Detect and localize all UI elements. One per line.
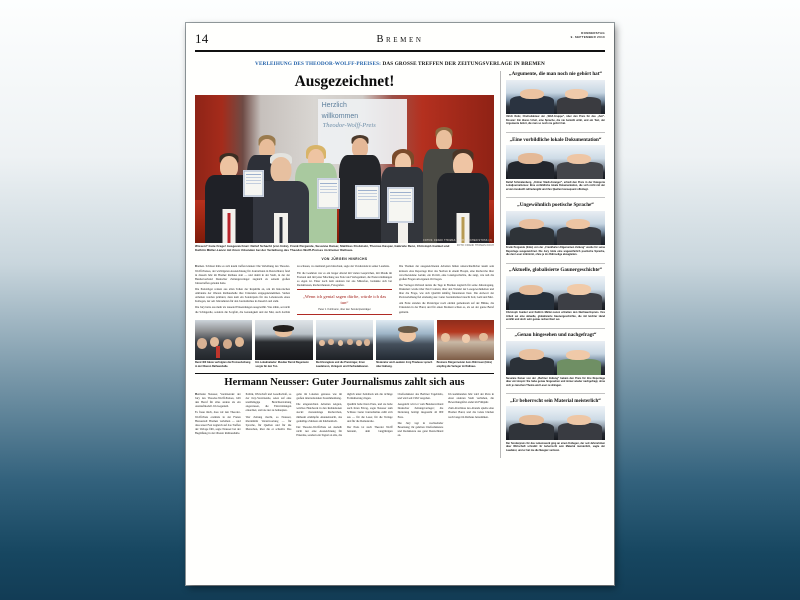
- paragraph: Bremen. Schöner hätte es sich kaum treffen können: Die Verleihung des Theodor-Wolff-Preises, der wichtigsten Auszeichnung für Journalisten in Deutschland, fand in diesem Jahr im Bremer Rathaus statt — und damit in der Stadt, in der der Bundesverband Deutscher Zeitungsverleger zugleich zu seinem großen Jahrestreffen geladen hatte.: [195, 264, 290, 285]
- paragraph: Zum Abschluss des Abends spielte eine Bremer Band, und die Gäste blieben noch lange im Rathaus beisammen.: [448, 406, 494, 419]
- newspaper-page: [186, 23, 614, 585]
- pull-quote-attribution: Peter J. Kuhlmann, über den Sonderpreisträger: [318, 307, 371, 311]
- strip-caption: Ein Lokalmatador: Musiker Bernd Begemann sorgte für den Ton.: [255, 361, 309, 368]
- rail-item: [506, 71, 605, 126]
- paragraph: Die Themen der ausgezeichneten Arbeiten hätten unterschiedlicher kaum sein können: eine Reportage über das Sterben in einem Hospiz, eine Recherche über verschwundene Gelder, ein Porträt, eine Lokalgeschichte, die zeigt, wie nah die großen Fragen am eigenen Ort liegen.: [399, 264, 494, 281]
- rail-divider: [506, 393, 605, 394]
- masthead-rule: [195, 50, 605, 52]
- right-rail: [500, 71, 605, 458]
- rail-item: [506, 137, 605, 192]
- paragraph: Am Ende standen die Preisträger noch einmal gemeinsam auf der Bühne, die Urkunden in der Hand, und für einen Moment schien es, als sei der ganze Beruf gemeint.: [399, 301, 494, 314]
- caption-credit: FOTO: FRANK THOMAS KOCH: [456, 244, 494, 248]
- rail-divider: [506, 328, 605, 329]
- strip-photo-moderator: [376, 320, 433, 360]
- paragraph: Der Theodor-Wolff-Preis sei deshalb nicht nur eine Auszeichnung für Einzelne, sondern ein Signal an alle, die täglich unter Zeitdruck um die richtige Formulierung ringen.: [296, 392, 393, 438]
- person-figure: [253, 151, 309, 243]
- rail-divider: [506, 263, 605, 264]
- rail-photo: [506, 211, 605, 245]
- pull-quote: [297, 289, 392, 315]
- rail-item: [506, 267, 605, 322]
- strip-photo-mayor: [437, 320, 494, 360]
- certificate: [387, 187, 414, 223]
- paragraph: Die eingereichten Arbeiten zeigten, welches Handwerk in den Redaktionen steckt: monatelange Recherchen, mühsam erkämpfte Akteneinsicht, das geduldige Zuhören am Küchentisch.: [296, 402, 342, 423]
- main-headline: Ausgezeichnet!: [294, 73, 395, 91]
- paragraph: Wer Zeitung macht, so Neusser, übernimmt Verantwortung — für Sprache, für Quellen und für die Menschen, über die er schreibt. Das gelte im Lokalen genauso wie im großen internationalen Zusammenhang.: [245, 392, 342, 431]
- article-separator: [195, 373, 494, 374]
- kicker: [195, 61, 605, 67]
- rail-quote: „Genau hingesehen und nachgefragt“: [514, 332, 597, 339]
- paragraph: Im kommenden Jahr wird der Preis in einer anderen Stadt verliehen, die Bewerbungsfrist endet im Frühjahr.: [448, 392, 494, 405]
- masthead: [195, 30, 605, 52]
- rail-caption: Detlef Schmalenberg, „Kölner Stadt-Anzeiger“, erhielt den Preis in der Kategorie Lokaljournalismus: Eine vorbildliche lokale Dokumentation, die sich nicht mit der ersten Auskunft zufriedengibt und ihre Quellen konsequent offenlegt.: [506, 180, 605, 191]
- dateline-date: 9. SEPTEMBER 2010: [570, 35, 605, 40]
- pull-quote-text: „Wenn ich genial sagen dürfte, würde ich das tun“: [302, 294, 387, 305]
- strip-caption: Moderator und Laudator Jörg Thadeusz sprach über Haltung.: [376, 361, 433, 368]
- rail-photo: [506, 276, 605, 310]
- strip-photo-group: [316, 320, 373, 360]
- strip-photo-audience: [195, 320, 252, 360]
- lead-photo-caption: [195, 244, 494, 252]
- lead-photo: [195, 95, 494, 243]
- bottom-headline: Hermann Neusser: Guter Journalismus zahlt sich aus: [224, 377, 465, 389]
- rail-item: [506, 202, 605, 257]
- main-column: [195, 71, 494, 458]
- paragraph: Hermann Neusser, Vorsitzender der Jury des Theodor-Wolff-Preises, hält den Beruf für alles andere als ein Auslaufmodell. Im Gegenteil.: [195, 392, 241, 409]
- kicker-highlight: VERLEIHUNG DES THEODOR-WOLFF-PREISES:: [255, 61, 381, 67]
- rail-caption: Der Sonderpreis für das Lebenswerk ging an einen Kollegen, der seit Jahrzehnten über Wirtschaft schreibt: Er beherrscht sein Material meisterlich, sagte der Laudator, und er hat nie die Neugier verloren.: [506, 441, 605, 452]
- banner-line-3: Theodor-Wolff-Preis: [322, 122, 376, 130]
- paragraph: Es freue mich, dass wir den Theodor-Wolff-Preis erstmals in der Freien Hansestadt Bremen verleihen — und dass unser Fest zugleich auf das Treffen der Verlage fällt, sagte Neusser bei der Begrüßung in der Oberen Rathaushalle.: [195, 410, 241, 436]
- paragraph: Ausgelobt wird er vom Bundesverband Deutscher Zeitungsverleger; die Dotierung beträgt insgesamt 42 000 Euro.: [397, 402, 444, 419]
- main-article-body: [195, 264, 494, 315]
- rail-caption: Ulrich Reitz, Chefredakteur der „WAZ-Gruppe“, über den Preis für das „Zeit“-Dossier: Ein klares Urteil, eine Sprache, die nie bemüht wirkt, und ein Text, der Argumente liefert, die man so noch nie gehört hat.: [506, 115, 605, 126]
- paragraph: Die Jury tagt in wechselnder Besetzung; ihr gehören Chefredakteure und Redakteure aus ganz Deutschland an.: [397, 420, 444, 438]
- rail-item: [506, 398, 605, 453]
- rail-caption: Susanne Kaiser von der „Berliner Zeitung“ bekam den Preis für ihre Reportage über ein Hospiz: Sie habe genau hingesehen und immer wieder nachgefragt, ohne sich je zwischen Thema und Leser zu drängen.: [506, 376, 605, 387]
- strip-cell: [255, 320, 312, 368]
- paragraph: Die Preisträger reisten aus allen Teilen der Republik an, um im historischen Ambiente der Oberen Rathaushalle ihre Urkunden entgegenzunehmen. Sieben Arbeiten wurden prämiert, dazu kam ein Sonderpreis für das Lebenswerk eines Kollegen, der seit Jahrzehnten für den Journalismus in diesem Land steht.: [195, 287, 290, 304]
- dateline: [571, 31, 605, 39]
- paragraph: Der Preis ist nach Theodor Wolff benannt, dem langjährigen Chefredakteur des Berliner Tageblatts, und wird seit 1962 vergeben.: [346, 392, 444, 433]
- kicker-rest: DAS GROSSE TREFFEN DER ZEITUNGSVERLAGE IN BREMEN: [382, 61, 545, 67]
- rail-item: [506, 332, 605, 387]
- section-title: Bremen: [376, 34, 424, 45]
- person-figure: [437, 145, 489, 243]
- page-grid: [195, 71, 605, 458]
- caption-text: Wissen? Gute Frage! Ausgezeichnet: Detlef Schacht (von links), Frank Pergande, Susanne Kaiser, Matthias Drobinski, Thomas Kaspar, Gabriele Renz, Christoph Gunkel und Kathrin Müller-Lancé mit ihren Urkunden bei der Verleihung des Theodor-Wolff-Preises im Bremer Rathaus.: [195, 244, 450, 253]
- paragraph: Der Verleger-Verband nutzte die Tage in Bremen zugleich für seine Jahrestagung. Diskutiert wurde über Paid Content, über den Wandel der Lesegewohnheiten und über die Frage, wie sich Qualität künftig finanzieren lässt. Die Antwort der Preisverleihung fiel eindeutig aus: Guter Journalismus braucht Zeit, Geld und Mut.: [399, 282, 494, 300]
- rail-quote: „Eine vorbildliche lokale Dokumentation“: [509, 136, 602, 143]
- banner-line-2: willkommen: [321, 113, 359, 121]
- photo-credit: FOTOS: FRANK THOMAS KOCH / JOCHEN STOSS (2): [423, 238, 492, 242]
- strip-cell: [437, 320, 494, 368]
- rail-photo: [506, 80, 605, 114]
- rail-quote: „Er beherrscht sein Material meisterlich“: [510, 397, 601, 404]
- paragraph: Die Jury hatte aus mehr als tausend Einsendungen ausgewählt. Was zähle, sei nicht die Schlagzeile, sondern die Sorgfalt, die Genauigkeit und der Mut, auch dorthin zu schauen, wo niemand gern hinschaut, sagte der Vorsitzende in seiner Laudatio.: [195, 264, 390, 314]
- rail-photo: [506, 406, 605, 440]
- strip-caption: Die Ehrengäste und die Preisträger, ihren Laudatoren, Verlegern und Chefredakteuren.: [315, 361, 369, 368]
- banner-line-1: Herzlich: [321, 101, 347, 109]
- rail-photo: [506, 145, 605, 179]
- rail-photo: [506, 341, 605, 375]
- certificate: [243, 170, 264, 197]
- certificate: [355, 185, 380, 219]
- rail-divider: [506, 197, 605, 198]
- strip-photo-musician: [255, 320, 312, 360]
- bottom-article-body: [195, 392, 494, 437]
- dateline-day: DONNERSTAG: [581, 31, 605, 35]
- rail-caption: Christoph Gunkel und Kathrin Müller-Lancé erhielten den Nachwuchspreis. Ihre Arbeit sei eine aktuelle, globalisierte Gaunergeschichte, die mit leichter Hand erzählt und doch sehr genau recherchiert sei.: [506, 311, 605, 322]
- paragraph: Qualität habe ihren Preis, und sie habe auch ihren Ertrag, sagte Neusser zum Schluss: Guter Journalismus zahlt sich aus — für die Leser, für die Verlage und für die Demokratie.: [346, 402, 393, 423]
- lead-photo-people: [195, 95, 494, 243]
- rail-quote: „Ungewöhnlich poetische Sprache“: [517, 201, 594, 208]
- rail-quote: „Argumente, die man noch nie gehört hat“: [509, 71, 602, 78]
- page-number: 14: [195, 31, 209, 46]
- rail-caption: Frank Pergande (links) von der „Frankfurter Allgemeinen Zeitung“ wurde für seine Reportage ausgezeichnet. Die Jury lobte eine ungewöhnlich poetische Sprache, die den Leser mitnimmt, ohne je ins Rührselige abzugleiten.: [506, 246, 605, 257]
- rail-divider: [506, 132, 605, 133]
- strip-caption: Rund 400 Gäste verfolgten die Preisverleihung in der Oberen Rathaushalle.: [195, 361, 251, 368]
- paragraph: Politik, Wirtschaft und Gesellschaft, so der Jury-Vorsitzende, seien auf eine unabhängige Berichterstattung angewiesen, die Entwicklungen einordnet, statt sie nur zu behaupten.: [245, 392, 292, 413]
- paragraph: Für die Geehrten war es ein langer Abend mit vielen Gesprächen, mit Musik im Festsaal und mit jener Mischung aus Stolz und Verlegenheit, die Preisverleihungen so eigen ist. Einer nach dem anderen trat ans Mikrofon, bedankte sich bei Redaktionen, Rechercheuren, Fotografen.: [297, 270, 392, 287]
- photo-strip: [195, 320, 494, 368]
- strip-cell: [376, 320, 433, 368]
- certificate: [317, 178, 340, 209]
- strip-cell: [195, 320, 252, 368]
- rail-quote: „Aktuelle, globalisierte Gaunergeschichte“: [509, 267, 602, 274]
- strip-cell: [316, 320, 373, 368]
- byline: VON JÜRGEN HINRICHS: [321, 257, 368, 262]
- strip-caption: Bremens Bürgermeister Jens Böhrnsen (links) empfing die Verleger im Rathaus.: [436, 361, 492, 368]
